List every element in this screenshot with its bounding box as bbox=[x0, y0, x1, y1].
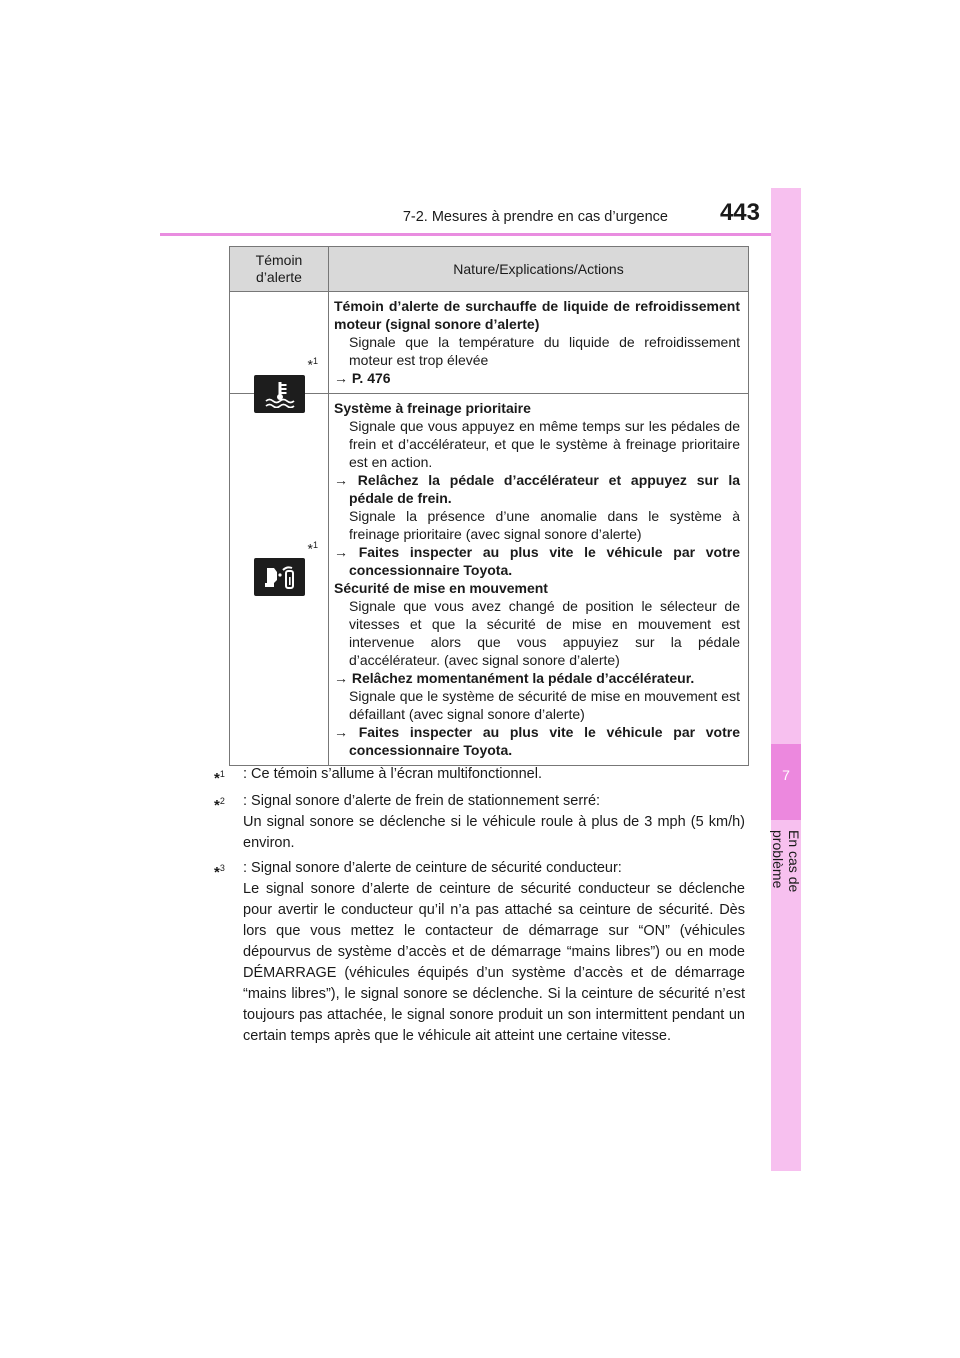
warning-explanation: Signale que le système de sécurité de mise en mouvement est défaillant (avec signal sonore d’alerte) bbox=[349, 688, 740, 722]
warning-explanation: Signale que vous appuyez en même temps sur les pédales de frein et d’accélérateur, et que le système à freinage prioritaire est en action. bbox=[349, 418, 740, 470]
table-row bbox=[230, 394, 749, 766]
warning-light-table bbox=[229, 246, 749, 766]
warning-explanation: Signale que la température du liquide de refroidissement moteur est trop élevée bbox=[349, 334, 740, 368]
footnote-title: : Signal sonore d’alerte de ceinture de sécurité conducteur: bbox=[243, 860, 622, 876]
warning-title: Système à freinage prioritaire bbox=[334, 400, 531, 416]
footnote bbox=[214, 791, 745, 854]
footnote-text: Un signal sonore se déclenche si le véhicule roule à plus de 3 mph (5 km/h) environ. bbox=[243, 814, 745, 851]
description-cell bbox=[329, 394, 749, 766]
action-instruction: → Relâchez momentanément la pédale d’accélérateur. bbox=[334, 670, 695, 686]
header-rule bbox=[160, 233, 801, 236]
action-instruction: → Faites inspecter au plus vite le véhicule par votre concessionnaire Toyota. bbox=[334, 724, 740, 758]
side-tab bbox=[771, 188, 801, 744]
brake-override-icon bbox=[254, 558, 305, 596]
description-cell bbox=[329, 292, 749, 394]
section-title: 7-2. Mesures à prendre en cas d’urgence bbox=[402, 209, 668, 225]
warning-title: Sécurité de mise en mouvement bbox=[334, 580, 548, 596]
warning-explanation: Signale que vous avez changé de position le sélecteur de vitesses et que la sécurité de mise en mouvement est intervenue alors que vous appuyiez sur la pédale d’accélérateur. (avec signal sonore d’alerte) bbox=[349, 598, 740, 668]
footnote-marker: *$^1$ bbox=[307, 356, 318, 373]
footnote-marker: *$^1$ bbox=[307, 540, 318, 557]
footnote bbox=[214, 858, 745, 1047]
footnote-marker: *$^3$ bbox=[214, 863, 225, 881]
action-instruction: → Faites inspecter au plus vite le véhicule par votre concessionnaire Toyota. bbox=[334, 544, 740, 578]
chapter-number: 7 bbox=[782, 767, 790, 783]
page-number: 443 bbox=[719, 199, 760, 226]
footnote-marker: *$^2$ bbox=[214, 796, 225, 814]
icon-cell bbox=[230, 292, 329, 394]
page-reference-link[interactable]: → P. 476 bbox=[334, 370, 391, 386]
icon-cell bbox=[230, 394, 329, 766]
table-header-row bbox=[230, 247, 749, 292]
column-header-description: Nature/Explications/Actions bbox=[329, 247, 749, 292]
table-row bbox=[230, 292, 749, 394]
footnote-marker: *$^1$ bbox=[214, 769, 225, 787]
action-instruction: → Relâchez la pédale d’accélérateur et appuyez sur la pédale de frein. bbox=[334, 472, 740, 506]
column-header-warning-light: Témoin d’alerte bbox=[230, 247, 329, 292]
chapter-label: En cas de problème bbox=[770, 830, 802, 893]
footnote-text: : Ce témoin s’allume à l’écran multifonctionnel. bbox=[243, 766, 542, 782]
footnote bbox=[214, 764, 745, 785]
warning-title: Témoin d’alerte de surchauffe de liquide de refroidissement moteur (signal sonore d’alerte) bbox=[334, 298, 740, 332]
footnote-title: : Signal sonore d’alerte de frein de stationnement serré: bbox=[243, 793, 601, 809]
footnote-text: Le signal sonore d’alerte de ceinture de sécurité conducteur se déclenche pour avertir le conducteur qu’il n’a pas attaché sa ceinture de sécurité. Dès lors que vous mettez le contacteur de démarrage sur “ON” (véhicules dépourvus de système d’accès et de démarrage “mains libres”) ou en mode DÉMARRAGE (véhicules équipés d’un système d’accès et de démarrage “mains libres”), le signal sonore se déclenche. Si la ceinture de sécurité n’est toujours pas attachée, le signal sonore produit un son intermittent pendant un certain temps après que le véhicule ait atteint une certaine vitesse. bbox=[243, 881, 745, 1044]
warning-explanation: Signale la présence d’une anomalie dans le système à freinage prioritaire (avec signal sonore d’alerte) bbox=[349, 508, 740, 542]
